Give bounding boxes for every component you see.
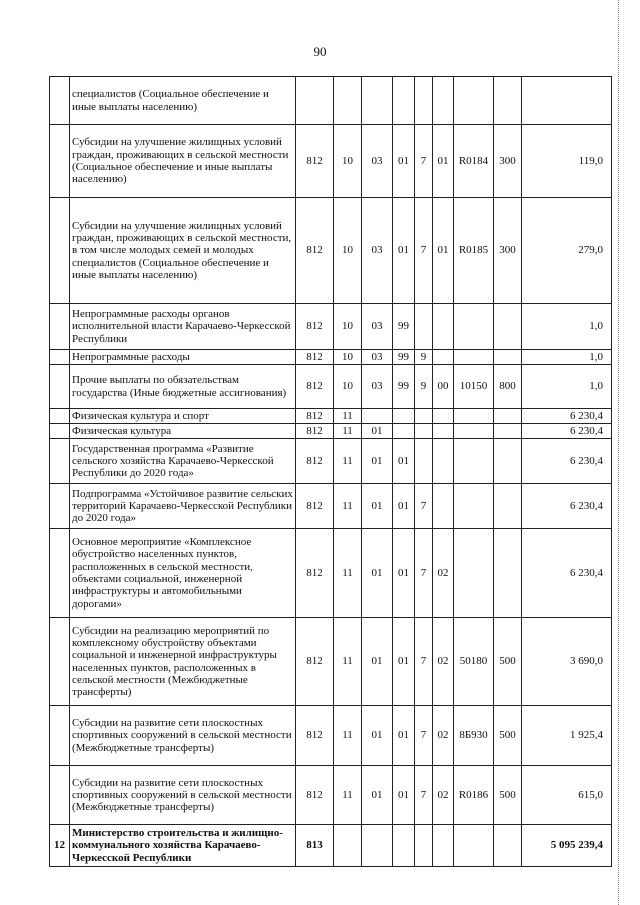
row-number-cell (50, 77, 70, 125)
program-code-cell: 99 (393, 365, 415, 409)
row-number-cell (50, 424, 70, 439)
subprogram-code-cell: 9 (415, 350, 433, 365)
section-code-cell: 10 (334, 198, 362, 304)
item-name-cell: Субсидии на реализацию мероприятий по комплексному обустройству объектами социальной и инженерной инфраструктуры населенных пунктов, расположенных в сельской местности (Межбюджетные трансферты) (70, 618, 296, 706)
item-name-cell: специалистов (Социальное обеспечение и иные выплаты населению) (70, 77, 296, 125)
program-code-cell: 01 (393, 766, 415, 825)
admin-code-cell: 812 (296, 365, 334, 409)
subsection-code-cell: 01 (362, 766, 393, 825)
row-number-cell (50, 439, 70, 484)
section-code-cell: 11 (334, 529, 362, 618)
program-code-cell: 01 (393, 484, 415, 529)
table-row (50, 350, 612, 365)
table-row (50, 618, 612, 706)
admin-code-cell (296, 77, 334, 125)
table-row (50, 365, 612, 409)
item-name-cell: Субсидии на улучшение жилищных условий граждан, проживающих в сельской местности, в том числе молодых семей и молодых специалистов (Социальное обеспечение и иные выплаты населению) (70, 198, 296, 304)
direction-code-cell (454, 409, 494, 424)
subprogram-code-cell: 7 (415, 529, 433, 618)
subsection-code-cell (362, 825, 393, 867)
amount-cell: 6 230,4 (522, 529, 612, 618)
event-code-cell: 00 (433, 365, 454, 409)
item-name-cell: Прочие выплаты по обязательствам государства (Иные бюджетные ассигнования) (70, 365, 296, 409)
item-name-cell: Субсидии на развитие сети плоскостных спортивных сооружений в сельской местности (Межбюджетные трансферты) (70, 706, 296, 766)
row-number-cell (50, 484, 70, 529)
expense-type-cell (494, 424, 522, 439)
subsection-code-cell: 03 (362, 365, 393, 409)
table-row (50, 529, 612, 618)
expense-type-cell (494, 304, 522, 350)
direction-code-cell (454, 529, 494, 618)
expense-type-cell: 500 (494, 706, 522, 766)
row-number-cell (50, 529, 70, 618)
item-name-cell: Физическая культура (70, 424, 296, 439)
subprogram-code-cell: 7 (415, 484, 433, 529)
row-number-cell (50, 618, 70, 706)
direction-code-cell: 50180 (454, 618, 494, 706)
expense-type-cell (494, 409, 522, 424)
item-name-cell: Непрограммные расходы органов исполнительной власти Карачаево-Черкесской Республики (70, 304, 296, 350)
item-name-cell: Министерство строительства и жилищно-коммунального хозяйства Карачаево-Черкесской Республики (70, 825, 296, 867)
budget-table-body (50, 77, 612, 867)
program-code-cell: 01 (393, 439, 415, 484)
expense-type-cell: 300 (494, 125, 522, 198)
section-code-cell: 11 (334, 424, 362, 439)
table-row (50, 706, 612, 766)
budget-table (49, 76, 612, 867)
row-number-cell (50, 766, 70, 825)
admin-code-cell: 812 (296, 439, 334, 484)
expense-type-cell: 500 (494, 618, 522, 706)
admin-code-cell: 813 (296, 825, 334, 867)
subsection-code-cell: 03 (362, 198, 393, 304)
item-name-cell: Непрограммные расходы (70, 350, 296, 365)
table-row (50, 304, 612, 350)
subprogram-code-cell: 9 (415, 365, 433, 409)
section-code-cell: 11 (334, 484, 362, 529)
section-code-cell: 10 (334, 304, 362, 350)
section-code-cell: 10 (334, 125, 362, 198)
amount-cell: 3 690,0 (522, 618, 612, 706)
admin-code-cell: 812 (296, 198, 334, 304)
table-row (50, 825, 612, 867)
event-code-cell (433, 350, 454, 365)
event-code-cell: 01 (433, 198, 454, 304)
expense-type-cell (494, 77, 522, 125)
event-code-cell: 02 (433, 529, 454, 618)
direction-code-cell (454, 424, 494, 439)
subprogram-code-cell (415, 424, 433, 439)
section-code-cell: 11 (334, 409, 362, 424)
table-row (50, 766, 612, 825)
expense-type-cell: 300 (494, 198, 522, 304)
program-code-cell (393, 825, 415, 867)
event-code-cell (433, 825, 454, 867)
amount-cell: 1 925,4 (522, 706, 612, 766)
subsection-code-cell (362, 77, 393, 125)
table-row (50, 198, 612, 304)
amount-cell: 615,0 (522, 766, 612, 825)
direction-code-cell (454, 304, 494, 350)
table-row (50, 409, 612, 424)
program-code-cell: 01 (393, 706, 415, 766)
direction-code-cell: R0186 (454, 766, 494, 825)
admin-code-cell: 812 (296, 424, 334, 439)
margin-line (618, 0, 619, 905)
admin-code-cell: 812 (296, 529, 334, 618)
expense-type-cell (494, 350, 522, 365)
row-number-cell (50, 125, 70, 198)
subprogram-code-cell: 7 (415, 618, 433, 706)
expense-type-cell (494, 484, 522, 529)
subprogram-code-cell (415, 77, 433, 125)
subsection-code-cell: 01 (362, 439, 393, 484)
event-code-cell: 02 (433, 618, 454, 706)
section-code-cell: 11 (334, 439, 362, 484)
event-code-cell (433, 304, 454, 350)
item-name-cell: Субсидии на улучшение жилищных условий граждан, проживающих в сельской местности (Социальное обеспечение и иные выплаты населению) (70, 125, 296, 198)
page-number: 90 (313, 44, 327, 59)
subprogram-code-cell (415, 439, 433, 484)
subsection-code-cell: 03 (362, 304, 393, 350)
subsection-code-cell (362, 409, 393, 424)
table-row (50, 439, 612, 484)
amount-cell (522, 77, 612, 125)
row-number-cell (50, 365, 70, 409)
subsection-code-cell: 03 (362, 350, 393, 365)
direction-code-cell (454, 825, 494, 867)
expense-type-cell (494, 825, 522, 867)
direction-code-cell: 10150 (454, 365, 494, 409)
program-code-cell (393, 424, 415, 439)
subprogram-code-cell (415, 409, 433, 424)
subsection-code-cell: 01 (362, 529, 393, 618)
section-code-cell: 11 (334, 706, 362, 766)
admin-code-cell: 812 (296, 766, 334, 825)
admin-code-cell: 812 (296, 618, 334, 706)
amount-cell: 6 230,4 (522, 484, 612, 529)
program-code-cell: 01 (393, 529, 415, 618)
event-code-cell (433, 409, 454, 424)
amount-cell: 6 230,4 (522, 424, 612, 439)
event-code-cell: 01 (433, 125, 454, 198)
subsection-code-cell: 01 (362, 618, 393, 706)
event-code-cell: 02 (433, 766, 454, 825)
direction-code-cell (454, 350, 494, 365)
item-name-cell: Подпрограмма «Устойчивое развитие сельских территорий Карачаево-Черкесской Республики до 2020 года» (70, 484, 296, 529)
program-code-cell: 99 (393, 350, 415, 365)
expense-type-cell (494, 439, 522, 484)
direction-code-cell (454, 484, 494, 529)
table-row (50, 125, 612, 198)
amount-cell: 1,0 (522, 304, 612, 350)
subprogram-code-cell: 7 (415, 706, 433, 766)
amount-cell: 1,0 (522, 365, 612, 409)
subprogram-code-cell: 7 (415, 198, 433, 304)
table-row (50, 424, 612, 439)
subprogram-code-cell (415, 825, 433, 867)
admin-code-cell: 812 (296, 125, 334, 198)
item-name-cell: Государственная программа «Развитие сельского хозяйства Карачаево-Черкесской Республики до 2020 года» (70, 439, 296, 484)
expense-type-cell (494, 529, 522, 618)
subsection-code-cell: 01 (362, 706, 393, 766)
program-code-cell: 01 (393, 125, 415, 198)
direction-code-cell (454, 439, 494, 484)
direction-code-cell (454, 77, 494, 125)
section-code-cell (334, 825, 362, 867)
row-number-cell (50, 706, 70, 766)
event-code-cell (433, 484, 454, 529)
admin-code-cell: 812 (296, 706, 334, 766)
section-code-cell: 11 (334, 618, 362, 706)
subprogram-code-cell (415, 304, 433, 350)
item-name-cell: Основное мероприятие «Комплексное обустройство населенных пунктов, расположенных в сельской местности, объектами социальной, инженерной инфраструктуры и автомобильными дорогами» (70, 529, 296, 618)
amount-cell: 279,0 (522, 198, 612, 304)
section-code-cell: 10 (334, 365, 362, 409)
section-code-cell (334, 77, 362, 125)
row-number-cell: 12 (50, 825, 70, 867)
row-number-cell (50, 198, 70, 304)
expense-type-cell: 500 (494, 766, 522, 825)
event-code-cell: 02 (433, 706, 454, 766)
section-code-cell: 11 (334, 766, 362, 825)
direction-code-cell: 8Б930 (454, 706, 494, 766)
amount-cell: 119,0 (522, 125, 612, 198)
section-code-cell: 10 (334, 350, 362, 365)
program-code-cell: 01 (393, 198, 415, 304)
row-number-cell (50, 350, 70, 365)
amount-cell: 6 230,4 (522, 409, 612, 424)
table-row (50, 77, 612, 125)
subsection-code-cell: 01 (362, 484, 393, 529)
event-code-cell (433, 424, 454, 439)
table-row (50, 484, 612, 529)
event-code-cell (433, 77, 454, 125)
direction-code-cell: R0184 (454, 125, 494, 198)
admin-code-cell: 812 (296, 484, 334, 529)
amount-cell: 6 230,4 (522, 439, 612, 484)
program-code-cell (393, 77, 415, 125)
amount-cell: 5 095 239,4 (522, 825, 612, 867)
expense-type-cell: 800 (494, 365, 522, 409)
program-code-cell: 01 (393, 618, 415, 706)
subsection-code-cell: 01 (362, 424, 393, 439)
admin-code-cell: 812 (296, 409, 334, 424)
direction-code-cell: R0185 (454, 198, 494, 304)
event-code-cell (433, 439, 454, 484)
subprogram-code-cell: 7 (415, 125, 433, 198)
admin-code-cell: 812 (296, 304, 334, 350)
subsection-code-cell: 03 (362, 125, 393, 198)
admin-code-cell: 812 (296, 350, 334, 365)
row-number-cell (50, 304, 70, 350)
subprogram-code-cell: 7 (415, 766, 433, 825)
amount-cell: 1,0 (522, 350, 612, 365)
item-name-cell: Физическая культура и спорт (70, 409, 296, 424)
row-number-cell (50, 409, 70, 424)
item-name-cell: Субсидии на развитие сети плоскостных спортивных сооружений в сельской местности (Межбюджетные трансферты) (70, 766, 296, 825)
program-code-cell (393, 409, 415, 424)
program-code-cell: 99 (393, 304, 415, 350)
